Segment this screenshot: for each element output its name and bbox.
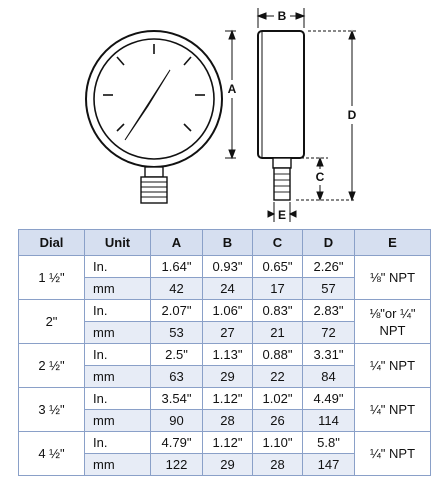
value-e-cell: ⅛" NPT: [355, 256, 431, 300]
dial-size-cell: 2": [19, 300, 85, 344]
header-b: B: [203, 230, 253, 256]
value-b-cell: 29: [203, 366, 253, 388]
value-b-cell: 27: [203, 322, 253, 344]
dimension-e-label: E: [277, 208, 287, 222]
dial-size-cell: 1 ½": [19, 256, 85, 300]
unit-cell: In.: [85, 344, 151, 366]
dimension-d: [296, 31, 357, 200]
header-e: E: [355, 230, 431, 256]
dimension-d-label: D: [347, 108, 357, 122]
value-a-cell: 2.5": [151, 344, 203, 366]
value-a-cell: 122: [151, 454, 203, 476]
dimension-c: [296, 158, 328, 200]
value-c-cell: 0.65": [253, 256, 303, 278]
table-row: [19, 256, 431, 278]
side-stem: [273, 158, 291, 168]
dimension-a: [225, 31, 237, 158]
value-e-line1: ⅛"or ¼": [369, 305, 416, 321]
value-c-cell: 17: [253, 278, 303, 300]
value-c-cell: 21: [253, 322, 303, 344]
value-c-cell: 0.83": [253, 300, 303, 322]
dimension-e: [268, 202, 296, 222]
value-d-cell: 114: [303, 410, 355, 432]
value-d-cell: 57: [303, 278, 355, 300]
value-c-cell: 22: [253, 366, 303, 388]
table-row: [19, 432, 431, 454]
header-d: D: [303, 230, 355, 256]
gauge-front-view: [86, 31, 222, 203]
value-c-cell: 28: [253, 454, 303, 476]
unit-cell: In.: [85, 388, 151, 410]
value-b-cell: 1.12": [203, 388, 253, 410]
table-row: [19, 300, 431, 322]
value-b-cell: 1.12": [203, 432, 253, 454]
unit-cell: mm: [85, 366, 151, 388]
value-a-cell: 63: [151, 366, 203, 388]
value-a-cell: 90: [151, 410, 203, 432]
value-a-cell: 4.79": [151, 432, 203, 454]
value-d-cell: 5.8": [303, 432, 355, 454]
value-b-cell: 1.06": [203, 300, 253, 322]
value-d-cell: 2.26": [303, 256, 355, 278]
dial-size-cell: 4 ½": [19, 432, 85, 476]
value-a-cell: 2.07": [151, 300, 203, 322]
dimension-c-label: C: [315, 170, 325, 184]
table-header-row: [19, 230, 431, 256]
gauge-thread: [141, 177, 167, 203]
value-e-cell: ¼" NPT: [355, 388, 431, 432]
dimension-b-label: B: [277, 9, 287, 23]
gauge-stem: [145, 167, 163, 177]
value-c-cell: 0.88": [253, 344, 303, 366]
value-d-cell: 2.83": [303, 300, 355, 322]
value-d-cell: 84: [303, 366, 355, 388]
value-d-cell: 72: [303, 322, 355, 344]
gauge-dimension-diagram: [0, 0, 437, 228]
value-d-cell: 4.49": [303, 388, 355, 410]
value-b-cell: 0.93": [203, 256, 253, 278]
dimension-a-label: A: [227, 82, 237, 96]
side-thread: [274, 168, 290, 200]
value-a-cell: 42: [151, 278, 203, 300]
unit-cell: mm: [85, 322, 151, 344]
value-e-line2: NPT: [379, 322, 406, 338]
header-unit: Unit: [85, 230, 151, 256]
table-row: [19, 388, 431, 410]
value-a-cell: 53: [151, 322, 203, 344]
gauge-needle: [125, 70, 170, 140]
header-c: C: [253, 230, 303, 256]
value-b-cell: 29: [203, 454, 253, 476]
value-d-cell: 147: [303, 454, 355, 476]
gauge-dial-face: [94, 39, 214, 159]
gauge-case-side: [258, 31, 304, 158]
value-a-cell: 1.64": [151, 256, 203, 278]
dial-size-cell: 3 ½": [19, 388, 85, 432]
value-e-cell: ¼" NPT: [355, 432, 431, 476]
value-d-cell: 3.31": [303, 344, 355, 366]
value-b-cell: 28: [203, 410, 253, 432]
table-row: [19, 344, 431, 366]
dial-size-cell: 2 ½": [19, 344, 85, 388]
value-e-cell: [355, 300, 431, 344]
dimension-b: [258, 8, 304, 28]
value-c-cell: 1.02": [253, 388, 303, 410]
value-b-cell: 24: [203, 278, 253, 300]
header-dial: Dial: [19, 230, 85, 256]
gauge-dimension-table: [18, 229, 431, 476]
value-b-cell: 1.13": [203, 344, 253, 366]
unit-cell: mm: [85, 454, 151, 476]
dial-tick-marks: [103, 44, 205, 131]
value-c-cell: 1.10": [253, 432, 303, 454]
unit-cell: In.: [85, 300, 151, 322]
unit-cell: mm: [85, 410, 151, 432]
value-e-cell: ¼" NPT: [355, 344, 431, 388]
gauge-side-view: [258, 31, 304, 200]
value-c-cell: 26: [253, 410, 303, 432]
value-a-cell: 3.54": [151, 388, 203, 410]
header-a: A: [151, 230, 203, 256]
unit-cell: mm: [85, 278, 151, 300]
unit-cell: In.: [85, 432, 151, 454]
unit-cell: In.: [85, 256, 151, 278]
